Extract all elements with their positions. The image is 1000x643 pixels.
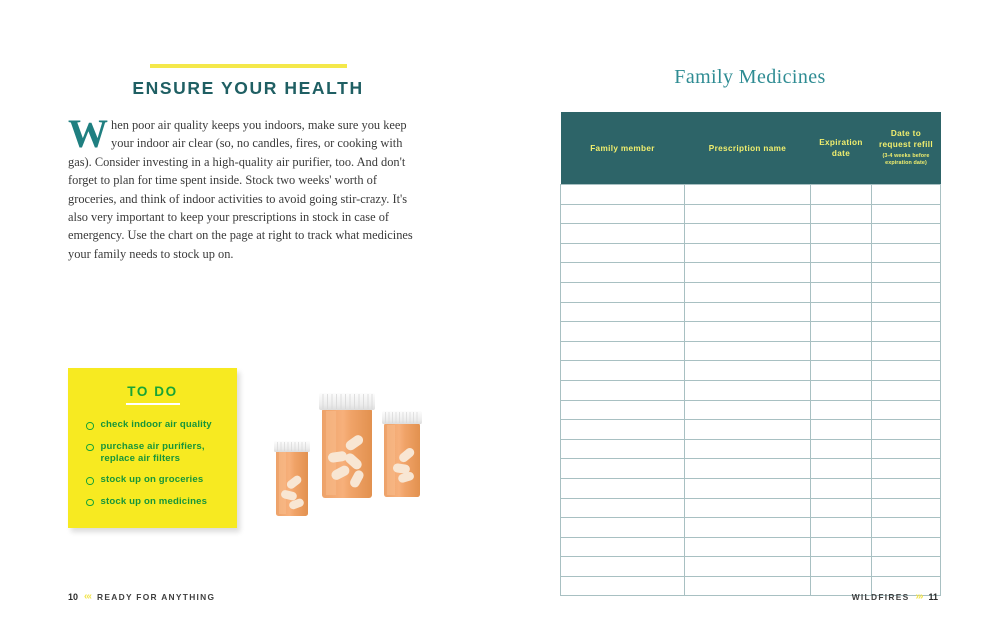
table-cell[interactable] xyxy=(685,400,811,420)
pill-bottle-large xyxy=(319,393,375,498)
pill-bottles-illustration xyxy=(265,378,430,528)
table-cell[interactable] xyxy=(685,224,811,244)
table-cell[interactable] xyxy=(561,263,685,283)
table-row xyxy=(561,243,941,263)
table-cell[interactable] xyxy=(685,322,811,342)
table-cell[interactable] xyxy=(561,459,685,479)
table-cell[interactable] xyxy=(811,498,872,518)
table-row xyxy=(561,439,941,459)
table-cell[interactable] xyxy=(811,341,872,361)
table-cell[interactable] xyxy=(561,322,685,342)
footer-label-left: READY FOR ANYTHING xyxy=(97,591,216,602)
table-cell[interactable] xyxy=(561,518,685,538)
checkbox-circle-icon[interactable] xyxy=(86,499,94,507)
table-cell[interactable] xyxy=(811,204,872,224)
table-cell[interactable] xyxy=(561,361,685,381)
table-header-row xyxy=(561,112,941,185)
table-row xyxy=(561,537,941,557)
table-cell[interactable] xyxy=(872,400,941,420)
table-header xyxy=(561,112,941,185)
column-header-date-to-request-refill xyxy=(872,112,941,185)
table-cell[interactable] xyxy=(685,459,811,479)
table-cell[interactable] xyxy=(685,478,811,498)
chevron-left-icon: ‹‹‹ xyxy=(84,591,92,602)
table-cell[interactable] xyxy=(872,380,941,400)
table-cell[interactable] xyxy=(685,185,811,205)
table-cell[interactable] xyxy=(561,185,685,205)
table-cell[interactable] xyxy=(685,341,811,361)
table-cell[interactable] xyxy=(872,243,941,263)
checkbox-circle-icon[interactable] xyxy=(86,477,94,485)
table-cell[interactable] xyxy=(685,439,811,459)
table-cell[interactable] xyxy=(811,557,872,577)
todo-list-item[interactable] xyxy=(86,441,227,466)
todo-list xyxy=(68,419,237,508)
checkbox-circle-icon[interactable] xyxy=(86,444,94,452)
column-header-prescription-name xyxy=(685,112,811,185)
table-cell[interactable] xyxy=(872,459,941,479)
table-cell[interactable] xyxy=(561,204,685,224)
todo-title: TO DO xyxy=(127,384,178,399)
pill-bottle-small xyxy=(274,441,310,516)
page-number-left: 10 xyxy=(68,591,79,602)
drop-cap: W xyxy=(68,111,108,156)
table-row xyxy=(561,361,941,381)
todo-item-label: purchase air purifiers, replace air filters xyxy=(100,440,205,464)
table-cell[interactable] xyxy=(872,322,941,342)
table-cell[interactable] xyxy=(872,341,941,361)
table-row xyxy=(561,459,941,479)
table-cell[interactable] xyxy=(811,478,872,498)
table-cell[interactable] xyxy=(872,224,941,244)
table-cell[interactable] xyxy=(811,361,872,381)
right-page xyxy=(500,0,1000,643)
pill-bottle-medium xyxy=(382,411,422,497)
table-row xyxy=(561,302,941,322)
table-cell[interactable] xyxy=(811,380,872,400)
table-cell[interactable] xyxy=(561,282,685,302)
table-cell[interactable] xyxy=(811,537,872,557)
todo-list-item[interactable] xyxy=(86,419,227,431)
table-cell[interactable] xyxy=(561,302,685,322)
table-row xyxy=(561,557,941,577)
column-header-label: Family member xyxy=(590,143,655,153)
table-row xyxy=(561,380,941,400)
table-cell[interactable] xyxy=(811,243,872,263)
todo-card xyxy=(68,368,237,528)
table-cell[interactable] xyxy=(872,557,941,577)
table-row xyxy=(561,498,941,518)
table-cell[interactable] xyxy=(561,400,685,420)
table-cell[interactable] xyxy=(872,537,941,557)
table-row xyxy=(561,204,941,224)
column-header-expiration-date xyxy=(811,112,872,185)
footer-left xyxy=(68,591,215,602)
footer-label-right: WILDFIRES xyxy=(851,591,910,602)
table-cell[interactable] xyxy=(561,478,685,498)
table-cell[interactable] xyxy=(561,224,685,244)
table-row xyxy=(561,322,941,342)
table-cell[interactable] xyxy=(811,400,872,420)
table-cell[interactable] xyxy=(872,204,941,224)
table-cell[interactable] xyxy=(685,361,811,381)
table-row xyxy=(561,263,941,283)
table-cell[interactable] xyxy=(811,459,872,479)
pill-bottles-svg xyxy=(265,378,430,528)
table-cell[interactable] xyxy=(811,282,872,302)
table-row xyxy=(561,478,941,498)
table-cell[interactable] xyxy=(685,518,811,538)
table-cell[interactable] xyxy=(685,420,811,440)
todo-item-label: stock up on medicines xyxy=(100,495,208,507)
table-cell[interactable] xyxy=(872,518,941,538)
table-cell[interactable] xyxy=(685,243,811,263)
table-row xyxy=(561,224,941,244)
table-cell[interactable] xyxy=(811,185,872,205)
table-body xyxy=(561,185,941,596)
table-cell[interactable] xyxy=(811,420,872,440)
table-cell[interactable] xyxy=(685,380,811,400)
table-cell[interactable] xyxy=(872,282,941,302)
family-medicines-table xyxy=(560,112,941,596)
table-cell[interactable] xyxy=(685,576,811,596)
chevron-right-icon: ››› xyxy=(915,591,923,602)
table-cell[interactable] xyxy=(872,478,941,498)
table-cell[interactable] xyxy=(685,557,811,577)
table-cell[interactable] xyxy=(685,498,811,518)
table-cell[interactable] xyxy=(811,322,872,342)
chart-title: Family Medicines xyxy=(674,66,826,88)
table-cell[interactable] xyxy=(811,302,872,322)
column-header-family-member xyxy=(561,112,685,185)
body-text: hen poor air quality keeps you indoors, make sure you keep your indoor air clear (so, no candles, fires, or cooking with gas). Consider investing in a high-quality air purifier, too. And don't forget to plan for time spent inside. Stock two weeks' worth of groceries, and think of indoor activities to avoid going stir-crazy. It's also very important to keep your prescriptions in stock in case of emergency. Use the chart on the page at right to track what medicines your family needs to stock up on. xyxy=(68,118,413,261)
table-cell[interactable] xyxy=(811,263,872,283)
table-cell[interactable] xyxy=(561,420,685,440)
accent-rule xyxy=(150,64,347,68)
body-paragraph xyxy=(68,111,415,263)
page-number-right: 11 xyxy=(928,591,938,602)
table-row xyxy=(561,420,941,440)
column-header-sublabel: (3-4 weeks before expiration date) xyxy=(882,152,930,167)
table-cell[interactable] xyxy=(811,439,872,459)
todo-item-label: check indoor air quality xyxy=(100,419,212,431)
table-cell[interactable] xyxy=(685,282,811,302)
column-header-label: Date to request refill xyxy=(878,129,934,150)
table-cell[interactable] xyxy=(872,439,941,459)
table-row xyxy=(561,400,941,420)
table-row xyxy=(561,185,941,205)
table-cell[interactable] xyxy=(561,537,685,557)
table-cell[interactable] xyxy=(685,537,811,557)
table-cell[interactable] xyxy=(685,302,811,322)
table-cell[interactable] xyxy=(561,341,685,361)
page-title: ENSURE YOUR HEALTH xyxy=(132,78,364,98)
footer-right xyxy=(852,591,938,602)
table-cell[interactable] xyxy=(561,498,685,518)
column-header-label: Prescription name xyxy=(708,143,787,153)
table-row xyxy=(561,341,941,361)
table-cell[interactable] xyxy=(872,361,941,381)
table-row xyxy=(561,518,941,538)
table-cell[interactable] xyxy=(872,263,941,283)
table-cell[interactable] xyxy=(811,518,872,538)
table-cell[interactable] xyxy=(811,224,872,244)
table-cell[interactable] xyxy=(561,380,685,400)
table-cell[interactable] xyxy=(872,498,941,518)
table-cell[interactable] xyxy=(872,185,941,205)
todo-item-label: stock up on groceries xyxy=(100,474,204,486)
table-cell[interactable] xyxy=(872,302,941,322)
table-cell[interactable] xyxy=(685,204,811,224)
todo-list-item[interactable] xyxy=(86,496,227,508)
table-row xyxy=(561,282,941,302)
todo-title-underline xyxy=(126,403,180,405)
table-cell[interactable] xyxy=(561,576,685,596)
table-cell[interactable] xyxy=(561,439,685,459)
todo-list-item[interactable] xyxy=(86,474,227,486)
column-header-label: Expiration date xyxy=(819,138,863,158)
table-cell[interactable] xyxy=(561,557,685,577)
table-cell[interactable] xyxy=(561,243,685,263)
checkbox-circle-icon[interactable] xyxy=(86,422,94,430)
table-cell[interactable] xyxy=(872,420,941,440)
table-cell[interactable] xyxy=(685,263,811,283)
